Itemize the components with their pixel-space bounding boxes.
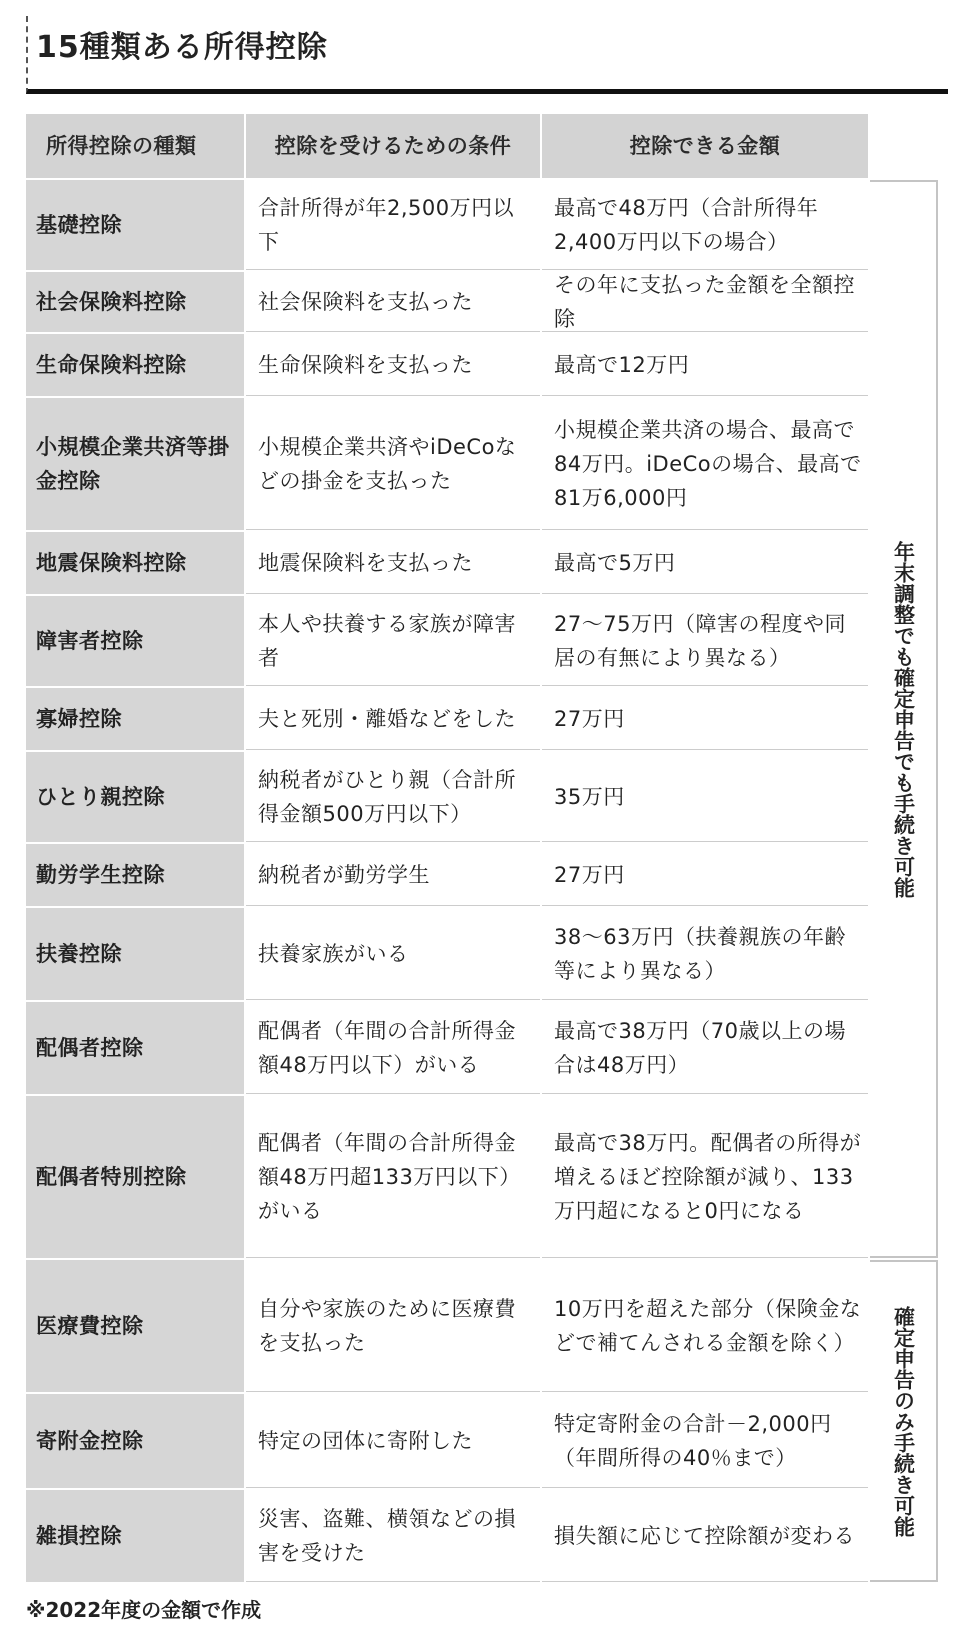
page-title: 15種類ある所得控除 (36, 30, 328, 65)
row-name: 障害者控除 (26, 596, 244, 686)
row-amount: 27万円 (542, 844, 868, 906)
row-amount: その年に支払った金額を全額控除 (542, 272, 868, 332)
deduction-table (26, 114, 934, 1586)
row-condition: 配偶者（年間の合計所得金額48万円以下）がいる (246, 1002, 540, 1094)
row-amount: 最高で38万円（70歳以上の場合は48万円） (542, 1002, 868, 1094)
row-condition: 配偶者（年間の合計所得金額48万円超133万円以下）がいる (246, 1096, 540, 1258)
side-label-tax-return-only: 確定申告のみ手続き可能 (870, 1260, 938, 1582)
row-condition: 納税者がひとり親（合計所得金額500万円以下） (246, 752, 540, 842)
row-condition: 地震保険料を支払った (246, 532, 540, 594)
row-name: 地震保険料控除 (26, 532, 244, 594)
row-condition: 生命保険料を支払った (246, 334, 540, 396)
row-name: 生命保険料控除 (26, 334, 244, 396)
row-condition: 納税者が勤労学生 (246, 844, 540, 906)
row-name: 医療費控除 (26, 1260, 244, 1392)
row-condition: 災害、盗難、横領などの損害を受けた (246, 1490, 540, 1582)
row-condition: 扶養家族がいる (246, 908, 540, 1000)
row-amount: 38～63万円（扶養親族の年齢等により異なる） (542, 908, 868, 1000)
row-name: 寄附金控除 (26, 1394, 244, 1488)
row-condition: 本人や扶養する家族が障害者 (246, 596, 540, 686)
row-name: 寡婦控除 (26, 688, 244, 750)
row-condition: 夫と死別・離婚などをした (246, 688, 540, 750)
row-amount: 特定寄附金の合計－2,000円（年間所得の40％まで） (542, 1394, 868, 1488)
row-amount: 損失額に応じて控除額が変わる (542, 1490, 868, 1582)
row-name: 扶養控除 (26, 908, 244, 1000)
row-condition: 小規模企業共済やiDeCoなどの掛金を支払った (246, 398, 540, 530)
row-condition: 合計所得が年2,500万円以下 (246, 180, 540, 270)
row-amount: 10万円を超えた部分（保険金などで補てんされる金額を除く） (542, 1260, 868, 1392)
header-type: 所得控除の種類 (26, 114, 244, 178)
row-amount: 27～75万円（障害の程度や同居の有無により異なる） (542, 596, 868, 686)
side-label-year-end: 年末調整でも確定申告でも手続き可能 (870, 180, 938, 1258)
row-amount: 小規模企業共済の場合、最高で84万円。iDeCoの場合、最高で81万6,000円 (542, 398, 868, 530)
row-name: 社会保険料控除 (26, 272, 244, 332)
row-amount: 最高で48万円（合計所得年2,400万円以下の場合） (542, 180, 868, 270)
row-name: 勤労学生控除 (26, 844, 244, 906)
footnote: ※2022年度の金額で作成 (26, 1598, 262, 1622)
row-amount: 最高で38万円。配偶者の所得が増えるほど控除額が減り、133万円超になると0円になる (542, 1096, 868, 1258)
row-amount: 最高で12万円 (542, 334, 868, 396)
row-condition: 特定の団体に寄附した (246, 1394, 540, 1488)
row-amount: 35万円 (542, 752, 868, 842)
row-condition: 社会保険料を支払った (246, 272, 540, 332)
row-name: 配偶者控除 (26, 1002, 244, 1094)
header-condition: 控除を受けるための条件 (246, 114, 540, 178)
row-amount: 27万円 (542, 688, 868, 750)
row-condition: 自分や家族のために医療費を支払った (246, 1260, 540, 1392)
row-name: ひとり親控除 (26, 752, 244, 842)
row-name: 配偶者特別控除 (26, 1096, 244, 1258)
row-name: 小規模企業共済等掛金控除 (26, 398, 244, 530)
row-name: 基礎控除 (26, 180, 244, 270)
header-amount: 控除できる金額 (542, 114, 868, 178)
row-name: 雑損控除 (26, 1490, 244, 1582)
row-amount: 最高で5万円 (542, 532, 868, 594)
